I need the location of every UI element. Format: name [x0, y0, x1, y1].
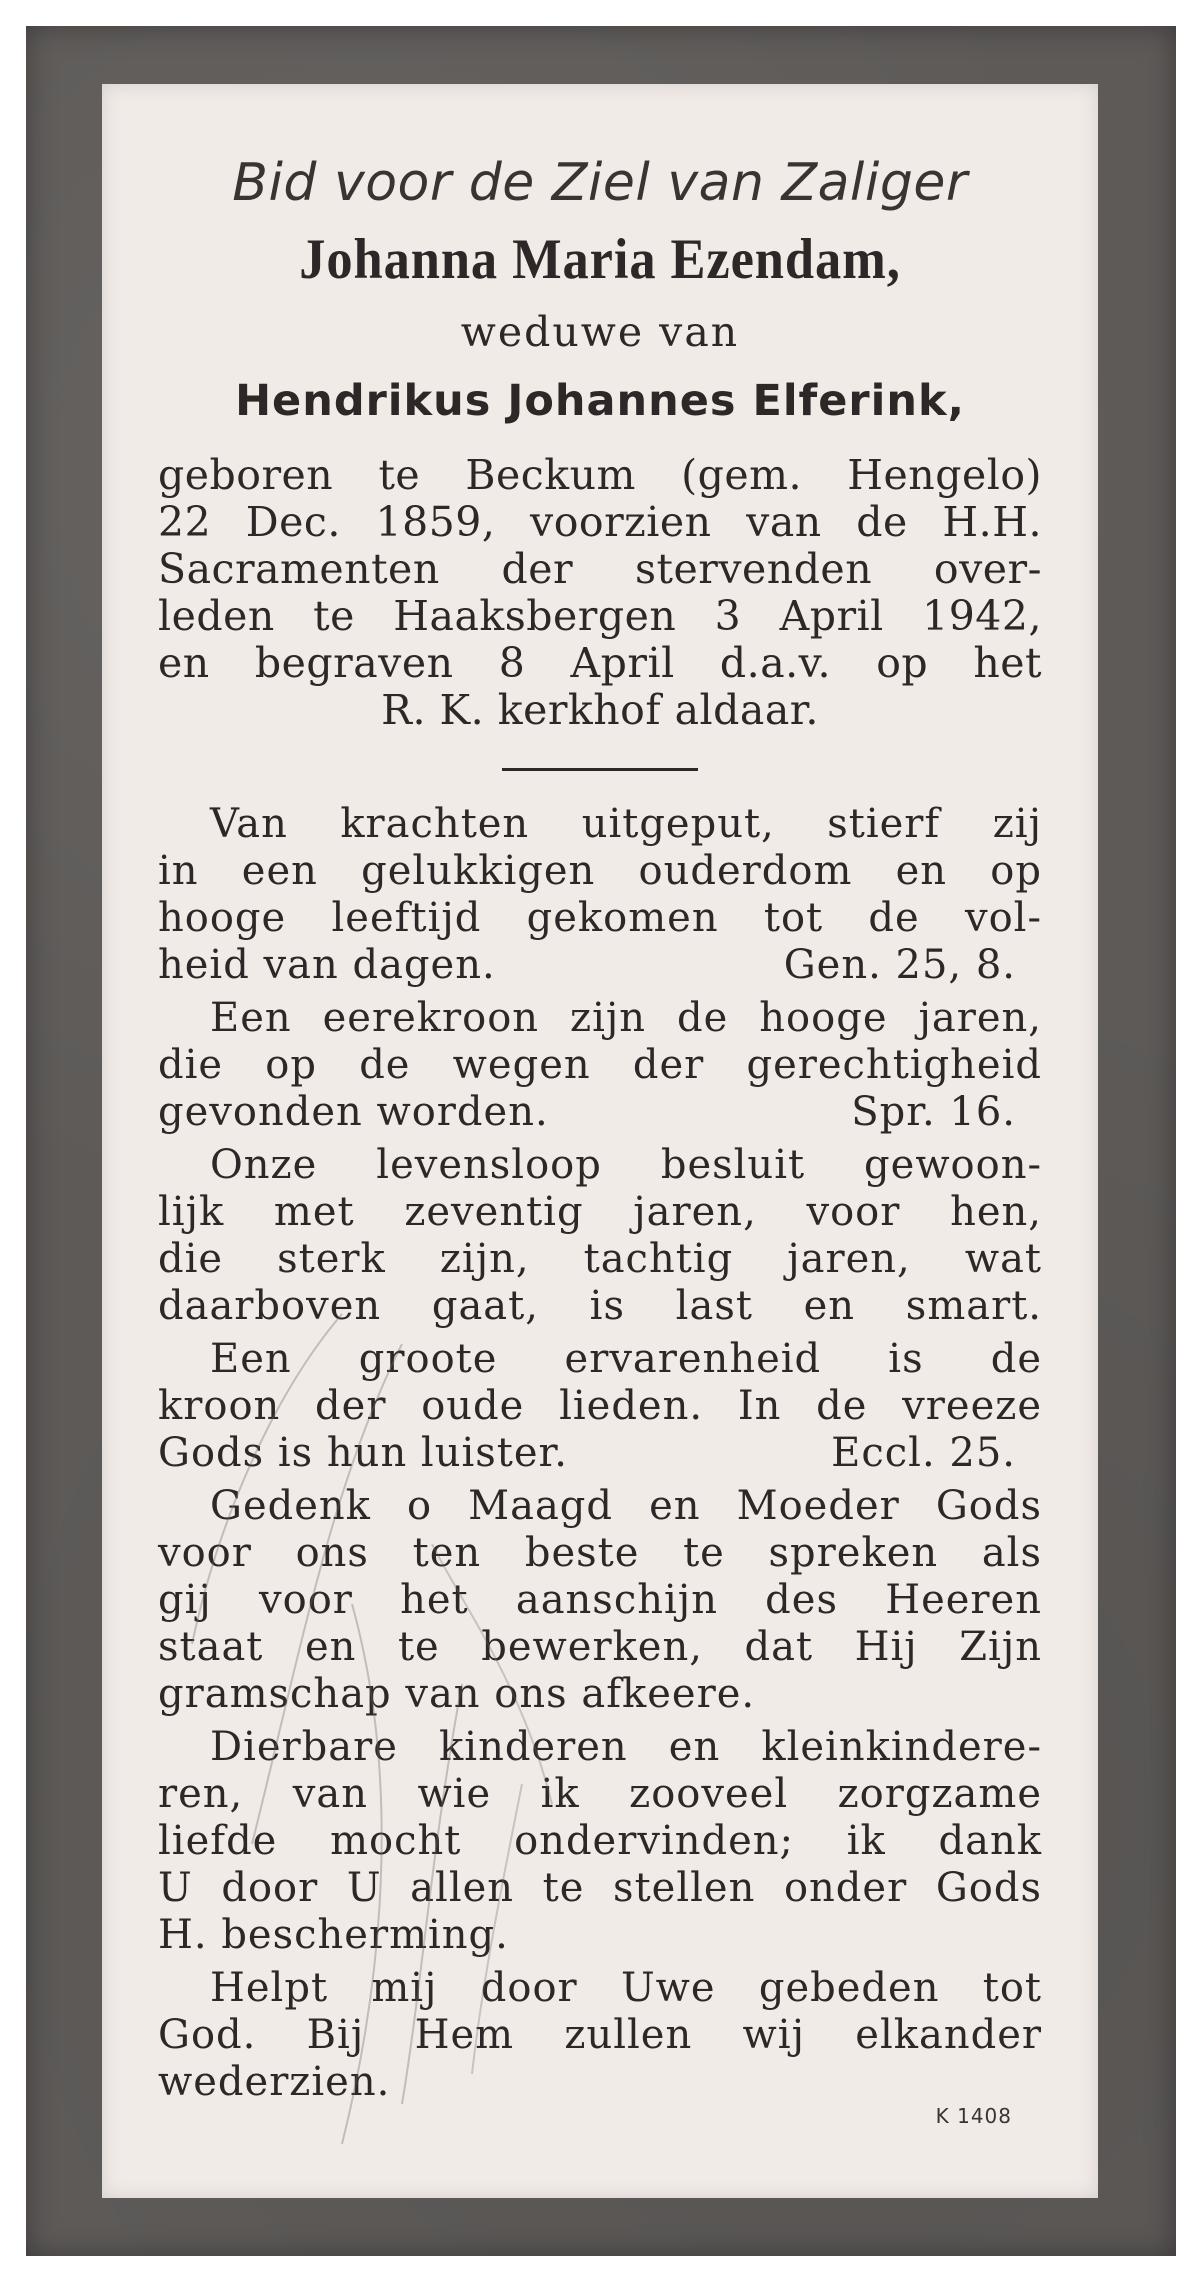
verse-line: Onze levensloop besluit gewoon- — [210, 1142, 1042, 1188]
verse-line: Dierbare kinderen en kleinkindere- — [210, 1724, 1042, 1770]
biography-line: leden te Haaksbergen 3 April 1942, — [158, 592, 1042, 640]
scripture-reference: Eccl. 25. — [831, 1430, 1016, 1476]
biography-line: geboren te Beckum (gem. Hengelo) — [158, 451, 1042, 499]
print-code: K 1408 — [935, 2104, 1012, 2128]
verse-line: Een groote ervarenheid is de — [210, 1336, 1042, 1382]
verse-line: voor ons ten beste te spreken als — [158, 1530, 1042, 1576]
verse-reference-line — [158, 1430, 1042, 1477]
section-divider — [502, 768, 698, 771]
memorial-card-frame — [26, 26, 1176, 2256]
verses — [158, 801, 1042, 2106]
verse-paragraph — [158, 1142, 1042, 1330]
verse-reference-line — [158, 942, 1042, 989]
memorial-card-paper — [102, 84, 1098, 2198]
verse-line: lijk met zeventig jaren, voor hen, — [158, 1189, 1042, 1235]
verse-paragraph — [158, 995, 1042, 1136]
farewell-paragraph — [158, 1724, 1042, 1959]
relation-text: weduwe van — [460, 308, 740, 356]
verse-line: daarboven gaat, is last en smart. — [158, 1283, 1042, 1329]
verse-line: staat en te bewerken, dat Hij Zijn — [158, 1624, 1042, 1670]
verse-line: U door U allen te stellen onder Gods — [158, 1865, 1042, 1911]
verse-line: die op de wegen der gerechtigheid — [158, 1042, 1042, 1088]
verse-line: die sterk zijn, tachtig jaren, wat — [158, 1236, 1042, 1282]
verse-line: in een gelukkigen ouderdom en op — [158, 848, 1042, 894]
verse-line: liefde mocht ondervinden; ik dank — [158, 1818, 1042, 1864]
verse-reference-line — [158, 1089, 1042, 1136]
scripture-reference: Gen. 25, 8. — [783, 942, 1016, 988]
closing-paragraph — [158, 1965, 1042, 2106]
biography-line: R. K. kerkhof aldaar. — [381, 686, 819, 734]
card-content — [158, 148, 1042, 2112]
biography-line: en begraven 8 April d.a.v. op het — [158, 639, 1042, 687]
verse-line: Helpt mij door Uwe gebeden tot — [210, 1965, 1042, 2011]
invocation-heading: Bid voor de Ziel van Zaliger — [232, 153, 968, 213]
verse-paragraph — [158, 801, 1042, 989]
verse-line: Van krachten uitgeput, stierf zij — [210, 801, 1042, 847]
biography — [158, 452, 1042, 734]
verse-line: God. Bij Hem zullen wij elkander — [158, 2012, 1042, 2058]
biography-line: Sacramenten der stervenden over- — [158, 545, 1042, 593]
verse-line: Gods is hun luister. — [158, 1430, 568, 1476]
biography-line: 22 Dec. 1859, voorzien van de H.H. — [158, 498, 1042, 546]
verse-line: heid van dagen. — [158, 942, 496, 988]
verse-line: H. bescherming. — [158, 1912, 509, 1958]
verse-line: wederzien. — [158, 2059, 391, 2105]
verse-line: gij voor het aanschijn des Heeren — [158, 1577, 1042, 1623]
verse-line: kroon der oude lieden. In de vreeze — [158, 1383, 1042, 1429]
verse-line: hooge leeftijd gekomen tot de vol- — [158, 895, 1042, 941]
spouse-name: Hendrikus Johannes Elferink, — [235, 376, 965, 426]
verse-paragraph — [158, 1336, 1042, 1477]
scripture-reference: Spr. 16. — [851, 1089, 1016, 1135]
deceased-name: Johanna Maria Ezendam, — [299, 228, 901, 291]
verse-line: gevonden worden. — [158, 1089, 549, 1135]
prayer-paragraph — [158, 1483, 1042, 1718]
verse-line: ren, van wie ik zooveel zorgzame — [158, 1771, 1042, 1817]
verse-line: Gedenk o Maagd en Moeder Gods — [210, 1483, 1042, 1529]
verse-line: Een eerekroon zijn de hooge jaren, — [210, 995, 1042, 1041]
verse-line: gramschap van ons afkeere. — [158, 1671, 756, 1717]
